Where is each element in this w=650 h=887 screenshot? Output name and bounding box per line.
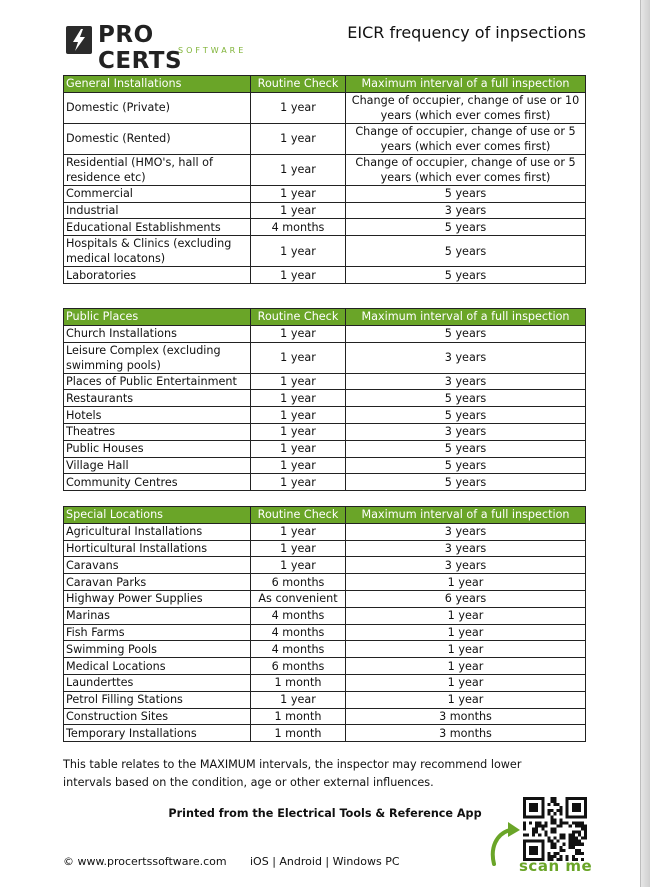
- table-row: [64, 440, 586, 457]
- max-interval-cell: 5 years: [346, 474, 586, 491]
- location-cell: Hospitals & Clinics (excluding medical locatons): [64, 236, 251, 267]
- routine-check-cell: 1 year: [251, 123, 346, 154]
- max-interval-cell: 6 years: [346, 590, 586, 607]
- location-cell: Church Installations: [64, 325, 251, 342]
- location-cell: Construction Sites: [64, 708, 251, 725]
- routine-check-cell: 4 months: [251, 219, 346, 236]
- max-interval-cell: 1 year: [346, 674, 586, 691]
- routine-check-cell: 4 months: [251, 607, 346, 624]
- max-interval-cell: 1 year: [346, 607, 586, 624]
- category-header: Special Locations: [64, 507, 251, 524]
- max-interval-cell: 1 year: [346, 624, 586, 641]
- location-cell: Domestic (Rented): [64, 123, 251, 154]
- routine-check-cell: 1 month: [251, 708, 346, 725]
- document-title: EICR frequency of inpsections: [347, 23, 586, 42]
- page-edge: [640, 0, 650, 887]
- routine-check-cell: 1 month: [251, 674, 346, 691]
- table-row: [64, 725, 586, 742]
- table-row: [64, 574, 586, 591]
- max-interval-cell: 5 years: [346, 407, 586, 424]
- table-header-row: [64, 76, 586, 93]
- max-interval-cell: 3 months: [346, 725, 586, 742]
- table-row: [64, 325, 586, 342]
- max-interval-cell: 5 years: [346, 390, 586, 407]
- location-cell: Domestic (Private): [64, 92, 251, 123]
- routine-check-cell: 4 months: [251, 624, 346, 641]
- logo-text: PRO CERTS: [98, 22, 183, 74]
- routine-check-cell: 1 year: [251, 557, 346, 574]
- max-interval-cell: 3 years: [346, 202, 586, 219]
- printed-from-text: Printed from the Electrical Tools & Reference App: [168, 807, 482, 820]
- platforms-text: iOS | Android | Windows PC: [250, 855, 400, 868]
- pro-certs-logo: [66, 22, 247, 74]
- routine-check-cell: 4 months: [251, 641, 346, 658]
- location-cell: Community Centres: [64, 474, 251, 491]
- table-row: [64, 267, 586, 284]
- location-cell: Medical Locations: [64, 658, 251, 675]
- location-cell: Residential (HMO's, hall of residence etc): [64, 154, 251, 185]
- table-row: [64, 423, 586, 440]
- location-cell: Agricultural Installations: [64, 523, 251, 540]
- routine-check-cell: 1 year: [251, 325, 346, 342]
- routine-check-header: Routine Check: [251, 76, 346, 93]
- location-cell: Laboratories: [64, 267, 251, 284]
- qr-code-icon[interactable]: [523, 797, 587, 861]
- max-interval-header: Maximum interval of a full inspection: [346, 76, 586, 93]
- max-interval-header: Maximum interval of a full inspection: [346, 507, 586, 524]
- table-row: [64, 557, 586, 574]
- location-cell: Theatres: [64, 423, 251, 440]
- table-row: [64, 523, 586, 540]
- scan-me-label: scan me: [519, 857, 593, 875]
- max-interval-cell: 3 years: [346, 342, 586, 373]
- routine-check-cell: 1 year: [251, 691, 346, 708]
- table-row: [64, 641, 586, 658]
- table-row: [64, 624, 586, 641]
- location-cell: Highway Power Supplies: [64, 590, 251, 607]
- routine-check-cell: 1 year: [251, 474, 346, 491]
- max-interval-cell: Change of occupier, change of use or 10 years (which ever comes first): [346, 92, 586, 123]
- public-places-table: [63, 308, 586, 491]
- routine-check-cell: 1 year: [251, 523, 346, 540]
- table-row: [64, 123, 586, 154]
- location-cell: Launderttes: [64, 674, 251, 691]
- max-interval-cell: 5 years: [346, 440, 586, 457]
- location-cell: Public Houses: [64, 440, 251, 457]
- table-row: [64, 373, 586, 390]
- routine-check-cell: 1 year: [251, 154, 346, 185]
- table-header-row: [64, 507, 586, 524]
- routine-check-cell: 1 year: [251, 202, 346, 219]
- table-row: [64, 185, 586, 202]
- location-cell: Marinas: [64, 607, 251, 624]
- table-row: [64, 708, 586, 725]
- max-interval-cell: Change of occupier, change of use or 5 years (which ever comes first): [346, 154, 586, 185]
- routine-check-cell: As convenient: [251, 590, 346, 607]
- category-header: General Installations: [64, 76, 251, 93]
- routine-check-cell: 1 year: [251, 92, 346, 123]
- location-cell: Petrol Filling Stations: [64, 691, 251, 708]
- location-cell: Fish Farms: [64, 624, 251, 641]
- routine-check-cell: 1 year: [251, 267, 346, 284]
- table-row: [64, 236, 586, 267]
- max-interval-header: Maximum interval of a full inspection: [346, 309, 586, 326]
- max-interval-cell: 3 years: [346, 540, 586, 557]
- logo-bolt-icon: [66, 26, 92, 54]
- special-locations-table: [63, 506, 586, 742]
- location-cell: Commercial: [64, 185, 251, 202]
- location-cell: Industrial: [64, 202, 251, 219]
- routine-check-cell: 1 year: [251, 540, 346, 557]
- location-cell: Caravans: [64, 557, 251, 574]
- max-interval-cell: 3 years: [346, 557, 586, 574]
- table-row: [64, 457, 586, 474]
- table-row: [64, 474, 586, 491]
- website-link[interactable]: © www.procertssoftware.com: [63, 855, 227, 868]
- routine-check-cell: 6 months: [251, 658, 346, 675]
- max-interval-cell: 5 years: [346, 457, 586, 474]
- location-cell: Restaurants: [64, 390, 251, 407]
- table-row: [64, 607, 586, 624]
- table-row: [64, 540, 586, 557]
- routine-check-cell: 1 year: [251, 185, 346, 202]
- location-cell: Leisure Complex (excluding swimming pools): [64, 342, 251, 373]
- table-header-row: [64, 309, 586, 326]
- location-cell: Places of Public Entertainment: [64, 373, 251, 390]
- table-row: [64, 658, 586, 675]
- max-interval-cell: 5 years: [346, 267, 586, 284]
- location-cell: Horticultural Installations: [64, 540, 251, 557]
- routine-check-header: Routine Check: [251, 309, 346, 326]
- max-interval-cell: 3 years: [346, 373, 586, 390]
- table-row: [64, 154, 586, 185]
- max-interval-cell: 5 years: [346, 325, 586, 342]
- location-cell: Village Hall: [64, 457, 251, 474]
- routine-check-cell: 1 year: [251, 407, 346, 424]
- location-cell: Hotels: [64, 407, 251, 424]
- max-interval-cell: 5 years: [346, 219, 586, 236]
- routine-check-cell: 1 year: [251, 373, 346, 390]
- max-interval-cell: 5 years: [346, 236, 586, 267]
- routine-check-cell: 1 year: [251, 342, 346, 373]
- table-row: [64, 590, 586, 607]
- max-interval-cell: 3 years: [346, 423, 586, 440]
- table-row: [64, 342, 586, 373]
- max-interval-cell: 1 year: [346, 574, 586, 591]
- routine-check-cell: 1 month: [251, 725, 346, 742]
- category-header: Public Places: [64, 309, 251, 326]
- routine-check-cell: 1 year: [251, 457, 346, 474]
- note-text: This table relates to the MAXIMUM intervals, the inspector may recommend lower intervals based on the condition, age or other external influences.: [63, 758, 522, 789]
- routine-check-header: Routine Check: [251, 507, 346, 524]
- table-row: [64, 202, 586, 219]
- max-interval-cell: 3 months: [346, 708, 586, 725]
- max-interval-cell: 1 year: [346, 691, 586, 708]
- max-interval-cell: 3 years: [346, 523, 586, 540]
- table-row: [64, 691, 586, 708]
- routine-check-cell: 1 year: [251, 440, 346, 457]
- location-cell: Caravan Parks: [64, 574, 251, 591]
- table-row: [64, 219, 586, 236]
- location-cell: Temporary Installations: [64, 725, 251, 742]
- max-interval-cell: 5 years: [346, 185, 586, 202]
- max-interval-cell: 1 year: [346, 641, 586, 658]
- table-row: [64, 674, 586, 691]
- table-row: [64, 92, 586, 123]
- location-cell: Swimming Pools: [64, 641, 251, 658]
- table-row: [64, 407, 586, 424]
- max-interval-cell: Change of occupier, change of use or 5 years (which ever comes first): [346, 123, 586, 154]
- routine-check-cell: 1 year: [251, 423, 346, 440]
- routine-check-cell: 1 year: [251, 390, 346, 407]
- location-cell: Educational Establishments: [64, 219, 251, 236]
- table-row: [64, 390, 586, 407]
- routine-check-cell: 1 year: [251, 236, 346, 267]
- logo-subtext: SOFTWARE: [178, 46, 247, 55]
- general-installations-table: [63, 75, 586, 284]
- routine-check-cell: 6 months: [251, 574, 346, 591]
- max-interval-cell: 1 year: [346, 658, 586, 675]
